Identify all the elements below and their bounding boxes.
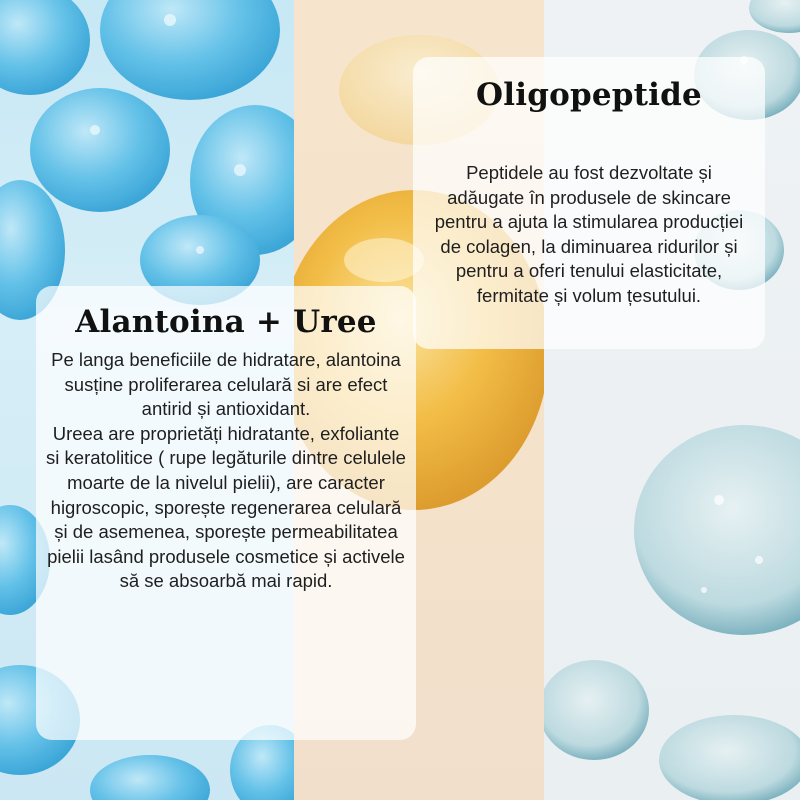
alantoina-uree-title: Alantoina + Uree [75,304,377,340]
alantoina-description: Pe langa beneficiile de hidratare, alantoina susține proliferarea celulară si are efect antirid și antioxidant. [51,349,401,420]
alantoina-uree-card [36,286,416,740]
uree-description: Ureea are proprietăți hidratante, exfoliante si keratolitice ( rupe legăturile dintre celulele moarte de la nivelul pielii), are caracter higroscopic, sporește regenerarea celulară și de asemenea, sporește permeabilitatea pielii lasând produsele cosmetice și activele să se absoarbă mai rapid. [46,422,406,592]
oligopeptide-title: Oligopeptide [476,77,702,113]
oligopeptide-description: Peptidele au fost dezvoltate și adăugate în produsele de skincare pentru a ajuta la stimularea producției de colagen, la diminuarea ridurilor și pentru a oferi tenului elasticitate, fermitate și volum țesutului. [434,162,744,306]
oligopeptide-card [413,57,765,349]
